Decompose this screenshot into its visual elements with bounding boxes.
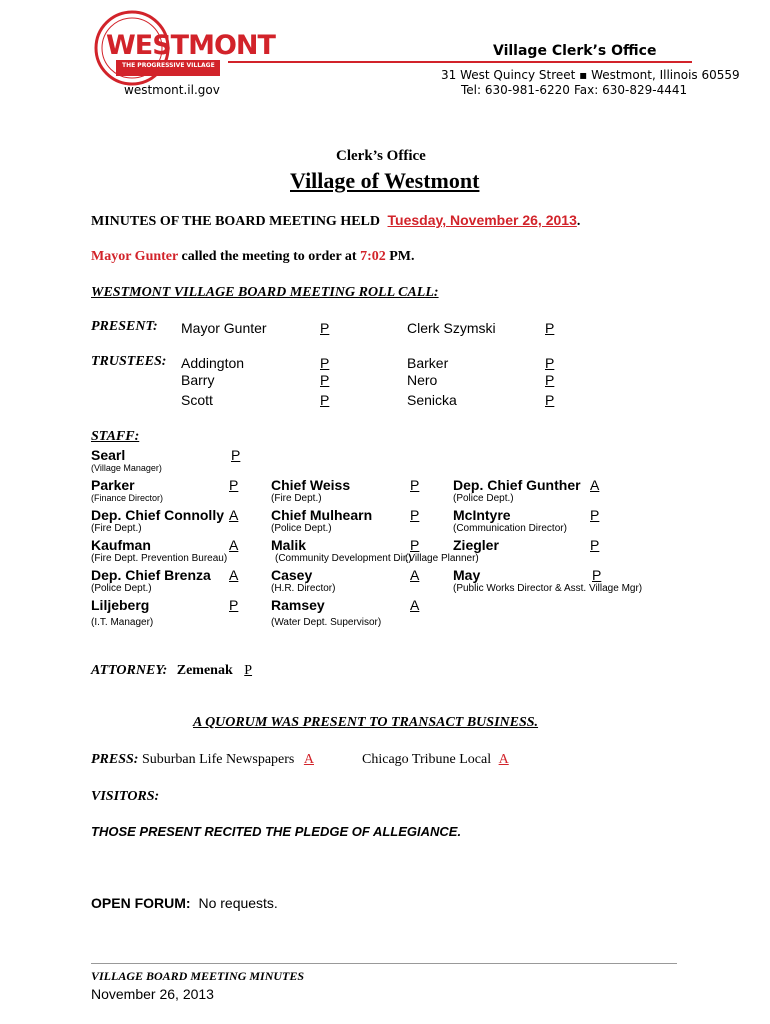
press-mark: A [303, 752, 314, 767]
minutes-prefix: MINUTES OF THE BOARD MEETING HELD [91, 214, 380, 229]
attorney-mark: P [244, 663, 253, 678]
quorum-statement: A QUORUM WAS PRESENT TO TRANSACT BUSINESS. [193, 715, 539, 730]
staff-name: Kaufman [91, 537, 151, 553]
press-mark: A [498, 752, 509, 767]
press-label: PRESS: [91, 752, 139, 767]
staff-role: (Village Planner) [405, 553, 479, 564]
staff-name: McIntyre [453, 507, 511, 523]
trustee-mark: P [545, 372, 555, 388]
trustee-mark: P [320, 392, 330, 408]
westmont-logo [92, 8, 275, 86]
present-clerk: Clerk Szymski [407, 320, 496, 336]
staff-mark: P [590, 537, 600, 553]
attorney-label: ATTORNEY: [91, 663, 168, 678]
press-outlet: Chicago Tribune Local [362, 752, 492, 767]
staff-role: (Village Manager) [91, 463, 162, 473]
staff-name: Liljeberg [91, 597, 150, 613]
minutes-period: . [576, 214, 581, 229]
staff-mark: A [410, 597, 420, 613]
trustee-name: Senicka [407, 392, 457, 408]
trustee-mark: P [545, 355, 555, 371]
visitors-heading: VISITORS: [91, 789, 160, 804]
staff-role: (Public Works Director & Asst. Village Mgr) [453, 583, 643, 594]
staff-role: (Police Dept.) [271, 523, 332, 534]
minutes-line [91, 212, 580, 230]
trustee-name: Barry [181, 372, 215, 388]
press-line-2 [362, 752, 509, 768]
footer-rule [91, 963, 677, 964]
press-outlet: Suburban Life Newspapers [141, 752, 295, 767]
trustee-name: Nero [407, 372, 438, 388]
staff-mark: A [590, 477, 600, 493]
staff-mark: A [229, 537, 239, 553]
roll-call-heading: WESTMONT VILLAGE BOARD MEETING ROLL CALL: [91, 285, 439, 300]
logo-tagline: THE PROGRESSIVE VILLAGE [122, 62, 215, 69]
office-title: Village Clerk’s Office [493, 43, 657, 59]
open-forum-text: No requests. [198, 895, 278, 911]
trustee-name: Barker [407, 355, 449, 371]
footer-title: VILLAGE BOARD MEETING MINUTES [91, 969, 305, 983]
staff-name: Dep. Chief Brenza [91, 567, 211, 583]
staff-role: (Communication Director) [453, 523, 567, 534]
pledge-statement: THOSE PRESENT RECITED THE PLEDGE OF ALLEGIANCE. [91, 824, 462, 839]
trustee-mark: P [320, 372, 330, 388]
staff-role: (Police Dept.) [91, 583, 152, 594]
attorney-name: Zemenak [176, 663, 233, 678]
press-line [91, 752, 314, 768]
staff-role: (Fire Dept.) [91, 523, 142, 534]
trustee-name: Addington [181, 355, 245, 371]
logo-wordmark: WESTMONT [106, 30, 275, 61]
staff-role: (H.R. Director) [271, 583, 336, 594]
open-forum-label: OPEN FORUM: [91, 895, 191, 911]
present-mayor: Mayor Gunter [181, 320, 267, 336]
staff-name: Dep. Chief Gunther [453, 477, 581, 493]
present-clerk-mark: P [545, 320, 555, 336]
website-link[interactable]: westmont.il.gov [124, 83, 220, 97]
fax-line: Fax: 630-829-4441 [574, 83, 688, 97]
staff-mark: A [229, 567, 239, 583]
page-title: Village of Westmont [290, 168, 480, 193]
staff-mark: P [229, 477, 239, 493]
staff-name: Dep. Chief Connolly [91, 507, 224, 523]
mayor-name: Mayor Gunter [91, 249, 178, 264]
staff-mark: P [592, 567, 602, 583]
phone-line: Tel: 630-981-6220 [461, 83, 570, 97]
called-text: called the meeting to order at [181, 249, 357, 264]
staff-mark: A [229, 507, 239, 523]
staff-name: Parker [91, 477, 135, 493]
header-rule [228, 61, 692, 63]
staff-mark: P [231, 447, 241, 463]
staff-mark: A [410, 567, 420, 583]
trustee-mark: P [545, 392, 555, 408]
staff-role: (Water Dept. Supervisor) [271, 617, 382, 628]
staff-role: (I.T. Manager) [91, 617, 154, 628]
present-mayor-mark: P [320, 320, 330, 336]
staff-name: Ramsey [271, 597, 325, 613]
staff-name: Searl [91, 447, 126, 463]
open-forum-line [91, 895, 278, 911]
staff-label: STAFF: [91, 429, 140, 444]
trustee-mark: P [320, 355, 330, 371]
staff-role: (Finance Director) [91, 493, 164, 503]
staff-name: May [453, 567, 481, 583]
staff-name: Casey [271, 567, 313, 583]
time-suffix: PM. [389, 249, 415, 264]
staff-role: (Fire Dept.) [271, 493, 322, 504]
meeting-time: 7:02 [360, 249, 386, 264]
footer-date: November 26, 2013 [91, 986, 214, 1002]
call-to-order-line [91, 249, 415, 265]
staff-name: Ziegler [453, 537, 499, 553]
staff-name: Malik [271, 537, 307, 553]
present-label: PRESENT: [91, 319, 158, 334]
address-line: 31 West Quincy Street ▪ Westmont, Illinois 60559 [441, 68, 740, 82]
attorney-line [91, 663, 252, 679]
meeting-date: Tuesday, November 26, 2013 [387, 212, 577, 228]
staff-mark: P [410, 477, 420, 493]
staff-name: Chief Weiss [271, 477, 351, 493]
staff-role: (Police Dept.) [453, 493, 514, 504]
trustees-label: TRUSTEES: [91, 354, 167, 369]
staff-mark: P [410, 507, 420, 523]
staff-mark: P [229, 597, 239, 613]
staff-role: (Community Development Dir.) [275, 553, 412, 564]
staff-name: Chief Mulhearn [271, 507, 373, 523]
clerks-office-heading: Clerk’s Office [336, 148, 426, 164]
staff-role: (Fire Dept. Prevention Bureau) [91, 553, 228, 564]
staff-mark: P [590, 507, 600, 523]
trustee-name: Scott [181, 392, 213, 408]
staff-mark: P [410, 537, 420, 553]
